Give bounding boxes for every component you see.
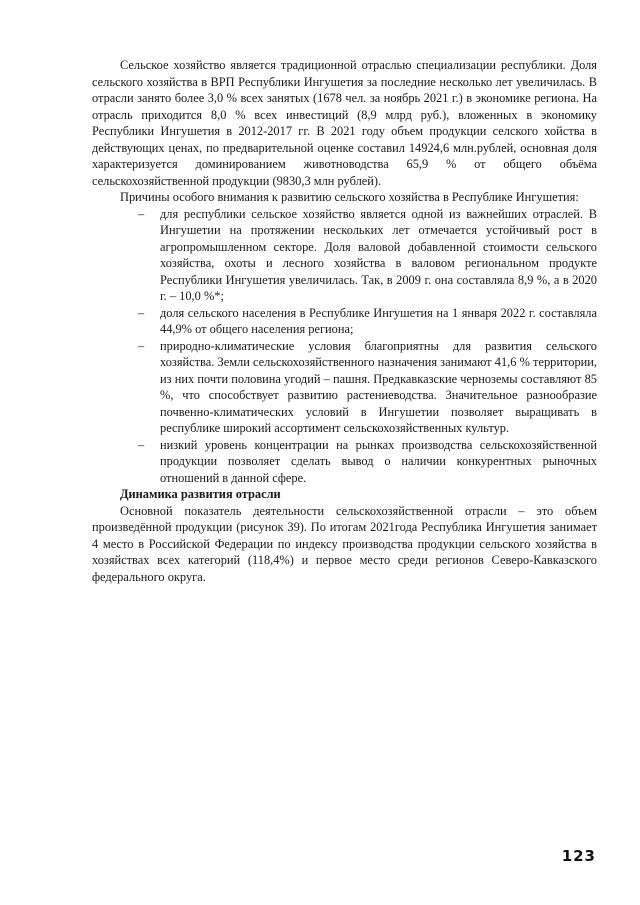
list-item: [138, 206, 597, 305]
dash-marker: –: [138, 338, 145, 353]
dash-marker: –: [138, 437, 145, 452]
page-text: [92, 57, 597, 585]
list-item: [138, 305, 597, 338]
list-item-text: природно-климатические условия благоприятны для развития сельского хозяйства. Земли сельскохозяйственного назначения занимают 41,6 % территории, из них почти половина угодий – пашня. Предкавказские черноземы составляют 85 %, что способствует развитию растениеводства. Значительное разнообразие почвенно-климатических условий в Ингушетии позволяет выращивать в республике широкий ассортимент сельскохозяйственных культур.: [160, 338, 597, 435]
list-item-text: низкий уровень концентрации на рынках производства сельскохозяйственной продукции позволяет сделать вывод о наличии конкурентных рыночных отношений в данной сфере.: [160, 437, 597, 485]
list-item: [138, 437, 597, 487]
intro-paragraph: Сельское хозяйство является традиционной отраслью специализации республики. Доля сельского хозяйства в ВРП Республики Ингушетия за последние несколько лет увеличилась. В отрасли занято более 3,0 % всех занятых (1678 чел. за ноябрь 2021 г.) в экономике региона. На отрасль приходится 8,0 % всех инвестиций (8,9 млрд руб.), вложенных в экономику Республики Ингушетия в 2012-2017 гг. В 2021 году объем продукции селского хойства в действующих ценах, по предварительной оценке составил 14924,6 млн.рублей, основная доля характеризуется доминированием животноводства 65,9 % от общего объёма сельскохозяйственной продукции (9830,3 млн рублей).: [92, 58, 597, 188]
list-item-text: доля сельского населения в Республике Ингушетия на 1 января 2022 г. составляла 44,9% от общего населения региона;: [160, 305, 597, 336]
section-body-paragraph: Основной показатель деятельности сельскохозяйственной отрасли – это объем произведённой продукции (рисунок 39). По итогам 2021года Республика Ингушетия занимает 4 место в Российской Федерации по индексу производства продукции сельского хозяйства в хозяйствах всех категорий (118,4%) и первое место среди регионов Северо-Кавказского федерального округа.: [92, 503, 597, 584]
section-heading: Динамика развития отрасли: [120, 487, 281, 501]
dash-marker: –: [138, 206, 145, 221]
reasons-list: [92, 206, 597, 487]
list-item-text: для республики сельское хозяйство является одной из важнейших отраслей. В Ингушетии на протяжении нескольких лет отмечается устойчивый рост в агропромышленном секторе. Доля валовой добавленной стоимости сельского хозяйства, охоты и лесного хозяйства в валовом региональном продукте Республики Ингушетия увеличилась. Так, в 2009 г. она составляла 8,9 %, а в 2020 г. – 10,0 %*;: [160, 206, 597, 303]
list-item: [138, 338, 597, 437]
reasons-lead-paragraph: Причины особого внимания к развитию сельского хозяйства в Республике Ингушетия:: [120, 190, 579, 204]
dash-marker: –: [138, 305, 145, 320]
page-number: 123: [561, 847, 596, 865]
